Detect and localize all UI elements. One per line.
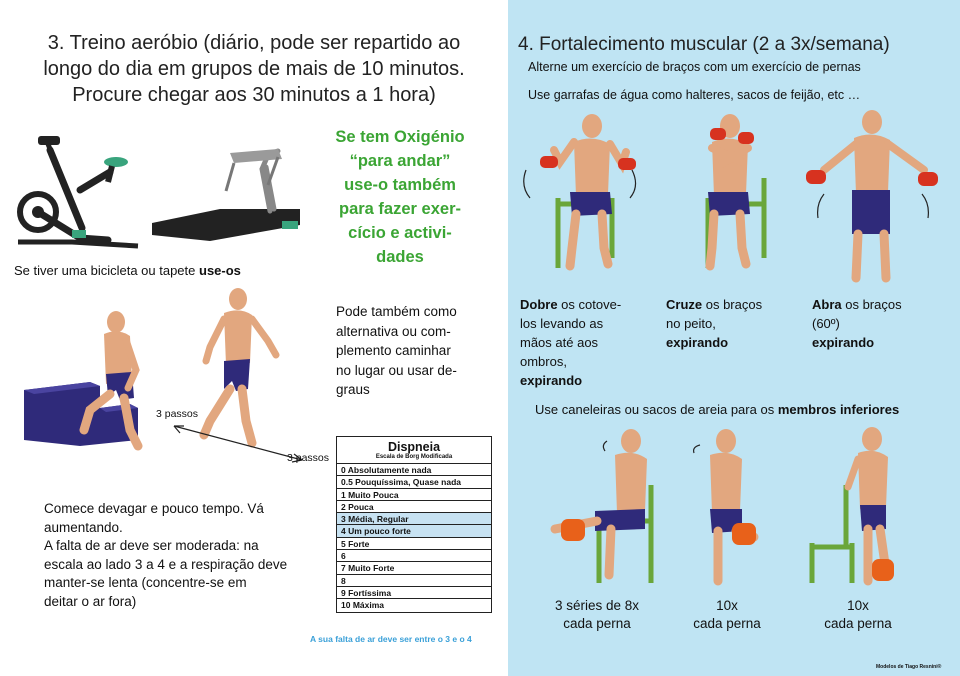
- stair-step-illustration: [20, 290, 160, 460]
- caption-text: os cotove-: [557, 297, 622, 312]
- caption-line: expirando: [520, 373, 583, 388]
- start-line: escala ao lado 3 a 4 e a respiração deve: [44, 556, 288, 572]
- start-line: Comece devagar e pouco tempo. Vá: [44, 501, 264, 516]
- note-line: Se tem Oxigénio: [335, 128, 465, 146]
- steps-label: 3 passos: [156, 408, 199, 420]
- caption-line: ombros,: [520, 354, 567, 369]
- reps-line: 3 séries de 8x: [554, 598, 640, 613]
- caption-line: [520, 295, 621, 314]
- aerobic-heading: [24, 30, 484, 108]
- credit-text: Modelos de Tiago Resnini®: [876, 664, 942, 670]
- note-line: para fazer exer-: [339, 200, 461, 218]
- borg-row: 8: [337, 575, 491, 587]
- strength-subtitle-1: Alterne um exercício de braços com um exercício de pernas: [528, 60, 861, 74]
- knee-extension-illustration: [535, 425, 665, 590]
- reps-line: cada perna: [824, 616, 892, 631]
- start-text: [44, 500, 314, 611]
- alt-line: alternativa ou com-: [336, 323, 451, 339]
- caption-line: [812, 295, 902, 314]
- borg-row: 2 Pouca: [337, 501, 491, 513]
- borg-row: 10 Máxima: [341, 600, 384, 611]
- legs-text: Use caneleiras ou sacos de areia para os: [535, 402, 778, 417]
- start-line: manter-se lenta (concentre-se em: [44, 575, 247, 590]
- arm-exercise-caption-3: [812, 295, 902, 352]
- borg-scale-table: [336, 436, 492, 613]
- leg-reps-3: [808, 597, 908, 633]
- treadmill-illustration: [150, 145, 315, 250]
- caption-line: [666, 295, 762, 314]
- strength-subtitle-2: Use garrafas de água como halteres, sacos de feijão, etc …: [528, 88, 861, 102]
- borg-row: 7 Muito Forte: [337, 562, 491, 574]
- arm-exercise-caption-2: [666, 295, 762, 352]
- arm-curl-illustration: [520, 108, 640, 278]
- leg-reps-2: [677, 597, 777, 633]
- alt-line: no lugar ou usar de-: [336, 362, 457, 378]
- caption-bold: Dobre: [520, 297, 558, 312]
- borg-row: 4 Um pouco forte: [337, 525, 491, 537]
- caption-line: los levando as: [520, 316, 604, 331]
- caption-line: expirando: [812, 335, 875, 350]
- exercise-bike-illustration: [10, 130, 145, 250]
- knee-flexion-illustration: [690, 425, 780, 590]
- arm-exercise-caption-1: [520, 295, 621, 390]
- arm-raise-illustration: [800, 108, 950, 288]
- note-line: “para andar”: [349, 152, 451, 170]
- bike-caption: [14, 263, 241, 278]
- note-line: use-o também: [344, 176, 456, 194]
- reps-line: cada perna: [563, 616, 631, 631]
- alt-line: graus: [336, 382, 370, 397]
- caption-text: os braços: [841, 297, 902, 312]
- borg-row: 0.5 Pouquíssima, Quase nada: [337, 476, 491, 488]
- note-line: cício e activi-: [348, 224, 452, 242]
- caption-bold: Abra: [812, 297, 842, 312]
- reps-line: 10x: [716, 598, 738, 613]
- bike-caption-text: Se tiver uma bicicleta ou tapete: [14, 263, 199, 278]
- note-line: dades: [376, 248, 424, 266]
- steps-label: 3 passos: [287, 452, 330, 464]
- caption-line: no peito,: [666, 316, 716, 331]
- strength-heading: 4. Fortalecimento muscular (2 a 3x/semana): [518, 34, 890, 55]
- caption-bold: Cruze: [666, 297, 703, 312]
- borg-title: Dispneia: [387, 440, 441, 454]
- borg-subtitle: Escala de Borg Modificada: [337, 454, 491, 464]
- target-note: A sua falta de ar deve ser entre o 3 e o 4: [310, 634, 472, 644]
- borg-row: 9 Fortíssima: [337, 587, 491, 599]
- start-line: deitar o ar fora): [44, 593, 137, 609]
- oxygen-note: [320, 125, 480, 269]
- caption-line: mãos até aos: [520, 335, 599, 350]
- start-line: A falta de ar deve ser moderada: na: [44, 538, 259, 553]
- alt-line: plemento caminhar: [336, 343, 451, 358]
- caption-line: expirando: [666, 335, 729, 350]
- alt-line: Pode também como: [336, 304, 457, 319]
- borg-row: 6: [337, 550, 491, 562]
- legs-subtitle: [535, 402, 899, 417]
- leg-reps-1: [547, 597, 647, 633]
- reps-line: 10x: [847, 598, 869, 613]
- start-line: aumentando.: [44, 519, 123, 535]
- alternative-text: [336, 302, 486, 400]
- hip-extension-illustration: [800, 425, 910, 590]
- heading-line: longo do dia em grupos de mais de 10 minutos.: [43, 58, 465, 80]
- bike-caption-bold: use-os: [199, 263, 241, 278]
- borg-row: 0 Absolutamente nada: [337, 464, 491, 476]
- arm-cross-illustration: [672, 108, 782, 278]
- reps-line: cada perna: [693, 616, 761, 631]
- legs-bold: membros inferiores: [777, 402, 900, 417]
- heading-line: Procure chegar aos 30 minutos a 1 hora): [72, 84, 436, 106]
- heading-line: 3. Treino aeróbio (diário, pode ser repartido ao: [47, 32, 461, 54]
- borg-row: 3 Média, Regular: [337, 513, 491, 525]
- borg-row: 5 Forte: [337, 538, 491, 550]
- borg-rows: [337, 464, 491, 612]
- borg-row: 1 Muito Pouca: [337, 489, 491, 501]
- caption-text: os braços: [702, 297, 763, 312]
- caption-line: (60º): [812, 316, 840, 331]
